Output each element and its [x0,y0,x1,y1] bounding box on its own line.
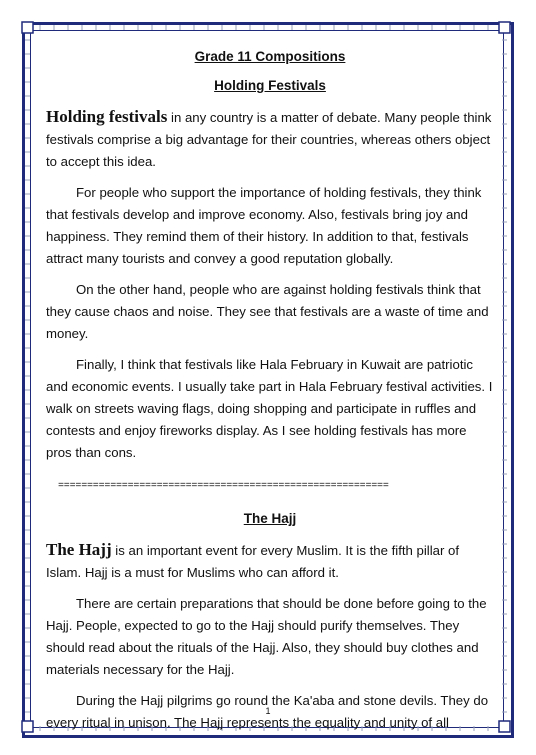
hajj-lead: The Hajj [46,540,112,559]
festivals-paragraph-1 [46,106,494,173]
festivals-paragraph-2: For people who support the importance of holding festivals, they think that festivals develop and improve economy. Also, festivals bring joy and happiness. They remind them of their history. In addition to that, festivals attract many tourists and convey a good reputation globally. [46,185,482,266]
hajj-paragraph-3: During the Hajj pilgrims go round the Ka'aba and stone devils. They do every ritual in unison. The Hajj represents the equality and unity of all [46,693,489,730]
corner-ornament-tr [499,22,510,33]
section-separator: ========================================================= [58,481,389,492]
document-body [46,46,494,734]
section-title-festivals: Holding Festivals [214,78,326,93]
corner-ornament-tl [22,22,33,33]
corner-ornament-br [499,721,510,732]
festivals-lead: Holding festivals [46,107,168,126]
document-header: Grade 11 Compositions [194,49,346,64]
page-number: 1 [265,706,271,716]
section-title-hajj: The Hajj [243,511,297,526]
hajj-p1-text: is an important event for every Muslim. It is the fifth pillar of Islam. Hajj is a must for Muslims who can afford it. [46,543,460,580]
corner-ornament-bl [22,721,33,732]
festivals-paragraph-3: On the other hand, people who are against holding festivals think that they cause chaos and noise. They see that festivals are a waste of time and money. [46,282,489,341]
festivals-paragraph-4: Finally, I think that festivals like Hala February in Kuwait are patriotic and economic events. I usually take part in Hala February festival activities. I walk on streets waving flags, doing shopping and participate in ruffles and contests and enjoy fireworks display. As I see holding festivals has more pros than cons. [46,357,493,460]
hajj-paragraph-2: There are certain preparations that should be done before going to the Hajj. People, expected to go to the Hajj should purify themselves. They should read about the rituals of the Hajj. Also, they should buy clothes and materials necessary for the Hajj. [46,596,487,677]
festivals-p1-text: in any country is a matter of debate. Many people think festivals comprise a big advantage for their countries, whereas others object to accept this idea. [46,110,492,169]
hajj-paragraph-1 [46,539,494,584]
